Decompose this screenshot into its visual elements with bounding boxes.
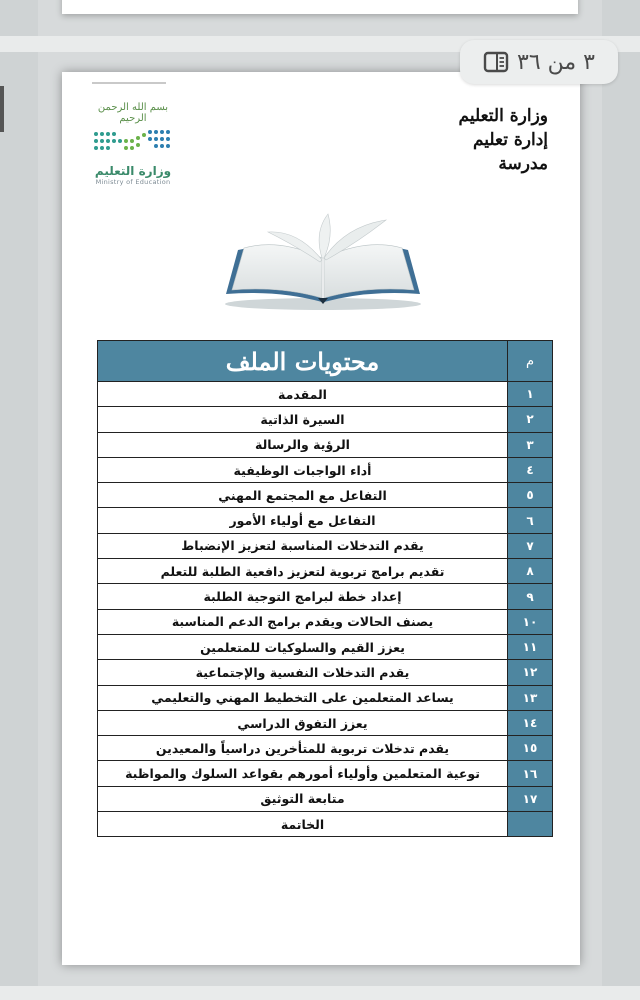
table-row xyxy=(98,432,553,457)
row-item: متابعة التوثيق xyxy=(98,786,508,811)
row-item: المقدمة xyxy=(98,382,508,407)
header-line-department: إدارة تعليم xyxy=(472,130,548,150)
viewer-background-right xyxy=(602,0,640,1000)
row-number: ١٠ xyxy=(508,609,553,634)
row-item: يقدم التدخلات المناسبة لتعزيز الإنضباط xyxy=(98,533,508,558)
row-item: التفاعل مع المجتمع المهني xyxy=(98,483,508,508)
row-item: أداء الواجبات الوظيفية xyxy=(98,457,508,482)
row-item: يعزز القيم والسلوكيات للمتعلمين xyxy=(98,634,508,659)
column-header-number: م xyxy=(508,341,553,382)
ministry-logo xyxy=(90,102,176,212)
table-row xyxy=(98,457,553,482)
row-number: ٢ xyxy=(508,407,553,432)
row-item: إعداد خطة لبرامج التوجية الطلبة xyxy=(98,584,508,609)
row-item: يقدم التدخلات النفسية والإجتماعية xyxy=(98,660,508,685)
table-row xyxy=(98,736,553,761)
table-row xyxy=(98,609,553,634)
table-row xyxy=(98,812,553,837)
open-book-icon xyxy=(218,212,428,312)
basmala-text: بسم الله الرحمن الرحيم xyxy=(97,102,169,124)
row-item: يعزز التفوق الدراسي xyxy=(98,710,508,735)
row-number: ١٣ xyxy=(508,685,553,710)
table-row xyxy=(98,533,553,558)
row-number: ١٦ xyxy=(508,761,553,786)
page-gap-bottom xyxy=(0,986,640,1000)
page-counter xyxy=(460,40,618,84)
header-line-ministry: وزارة التعليم xyxy=(458,106,548,126)
document-header xyxy=(459,104,548,176)
page-view-icon[interactable] xyxy=(483,51,509,73)
table-row xyxy=(98,382,553,407)
row-number: ١٤ xyxy=(508,710,553,735)
table-row xyxy=(98,660,553,685)
row-item: توعية المتعلمين وأولياء أمورهم بقواعد السلوك والمواظبة xyxy=(98,761,508,786)
table-header-row xyxy=(98,341,553,382)
table-title: محتويات الملف xyxy=(98,341,508,382)
page-counter-text: ٣ من ٣٦ xyxy=(517,49,595,75)
row-number xyxy=(508,812,553,837)
top-rule xyxy=(92,82,166,84)
row-number: ١ xyxy=(508,382,553,407)
table-body xyxy=(98,382,553,837)
row-number: ٩ xyxy=(508,584,553,609)
row-item: يقدم تدخلات تربوية للمتأخرين دراسياً والمعيدين xyxy=(98,736,508,761)
table-row xyxy=(98,483,553,508)
viewer-background-left xyxy=(0,0,38,1000)
row-number: ١٢ xyxy=(508,660,553,685)
row-item: يصنف الحالات ويقدم برامج الدعم المناسبة xyxy=(98,609,508,634)
table-row xyxy=(98,710,553,735)
row-item: السيرة الذاتية xyxy=(98,407,508,432)
table-row xyxy=(98,559,553,584)
row-number: ٧ xyxy=(508,533,553,558)
scroll-handle[interactable] xyxy=(0,86,4,132)
row-number: ١٧ xyxy=(508,786,553,811)
row-item: التفاعل مع أولياء الأمور xyxy=(98,508,508,533)
logo-dots-icon xyxy=(90,124,176,158)
row-number: ٦ xyxy=(508,508,553,533)
row-number: ٣ xyxy=(508,432,553,457)
row-item: يساعد المتعلمين على التخطيط المهني والتعليمي xyxy=(98,685,508,710)
header-line-school: مدرسة xyxy=(498,154,548,174)
row-number: ٥ xyxy=(508,483,553,508)
table-row xyxy=(98,584,553,609)
ministry-name-ar: وزارة التعليم xyxy=(94,164,172,178)
row-number: ٤ xyxy=(508,457,553,482)
ministry-name-en: Ministry of Education xyxy=(95,178,171,186)
table-row xyxy=(98,685,553,710)
table-row xyxy=(98,407,553,432)
row-item: الخاتمة xyxy=(98,812,508,837)
row-number: ١١ xyxy=(508,634,553,659)
previous-page[interactable] xyxy=(62,0,578,14)
contents-table xyxy=(97,340,553,837)
row-item: الرؤية والرسالة xyxy=(98,432,508,457)
row-number: ١٥ xyxy=(508,736,553,761)
table-row xyxy=(98,634,553,659)
table-row xyxy=(98,508,553,533)
document-page xyxy=(62,72,580,965)
table-row xyxy=(98,761,553,786)
table-row xyxy=(98,786,553,811)
row-item: تقديم برامج تربوية لتعزيز دافعية الطلبة للتعلم xyxy=(98,559,508,584)
row-number: ٨ xyxy=(508,559,553,584)
